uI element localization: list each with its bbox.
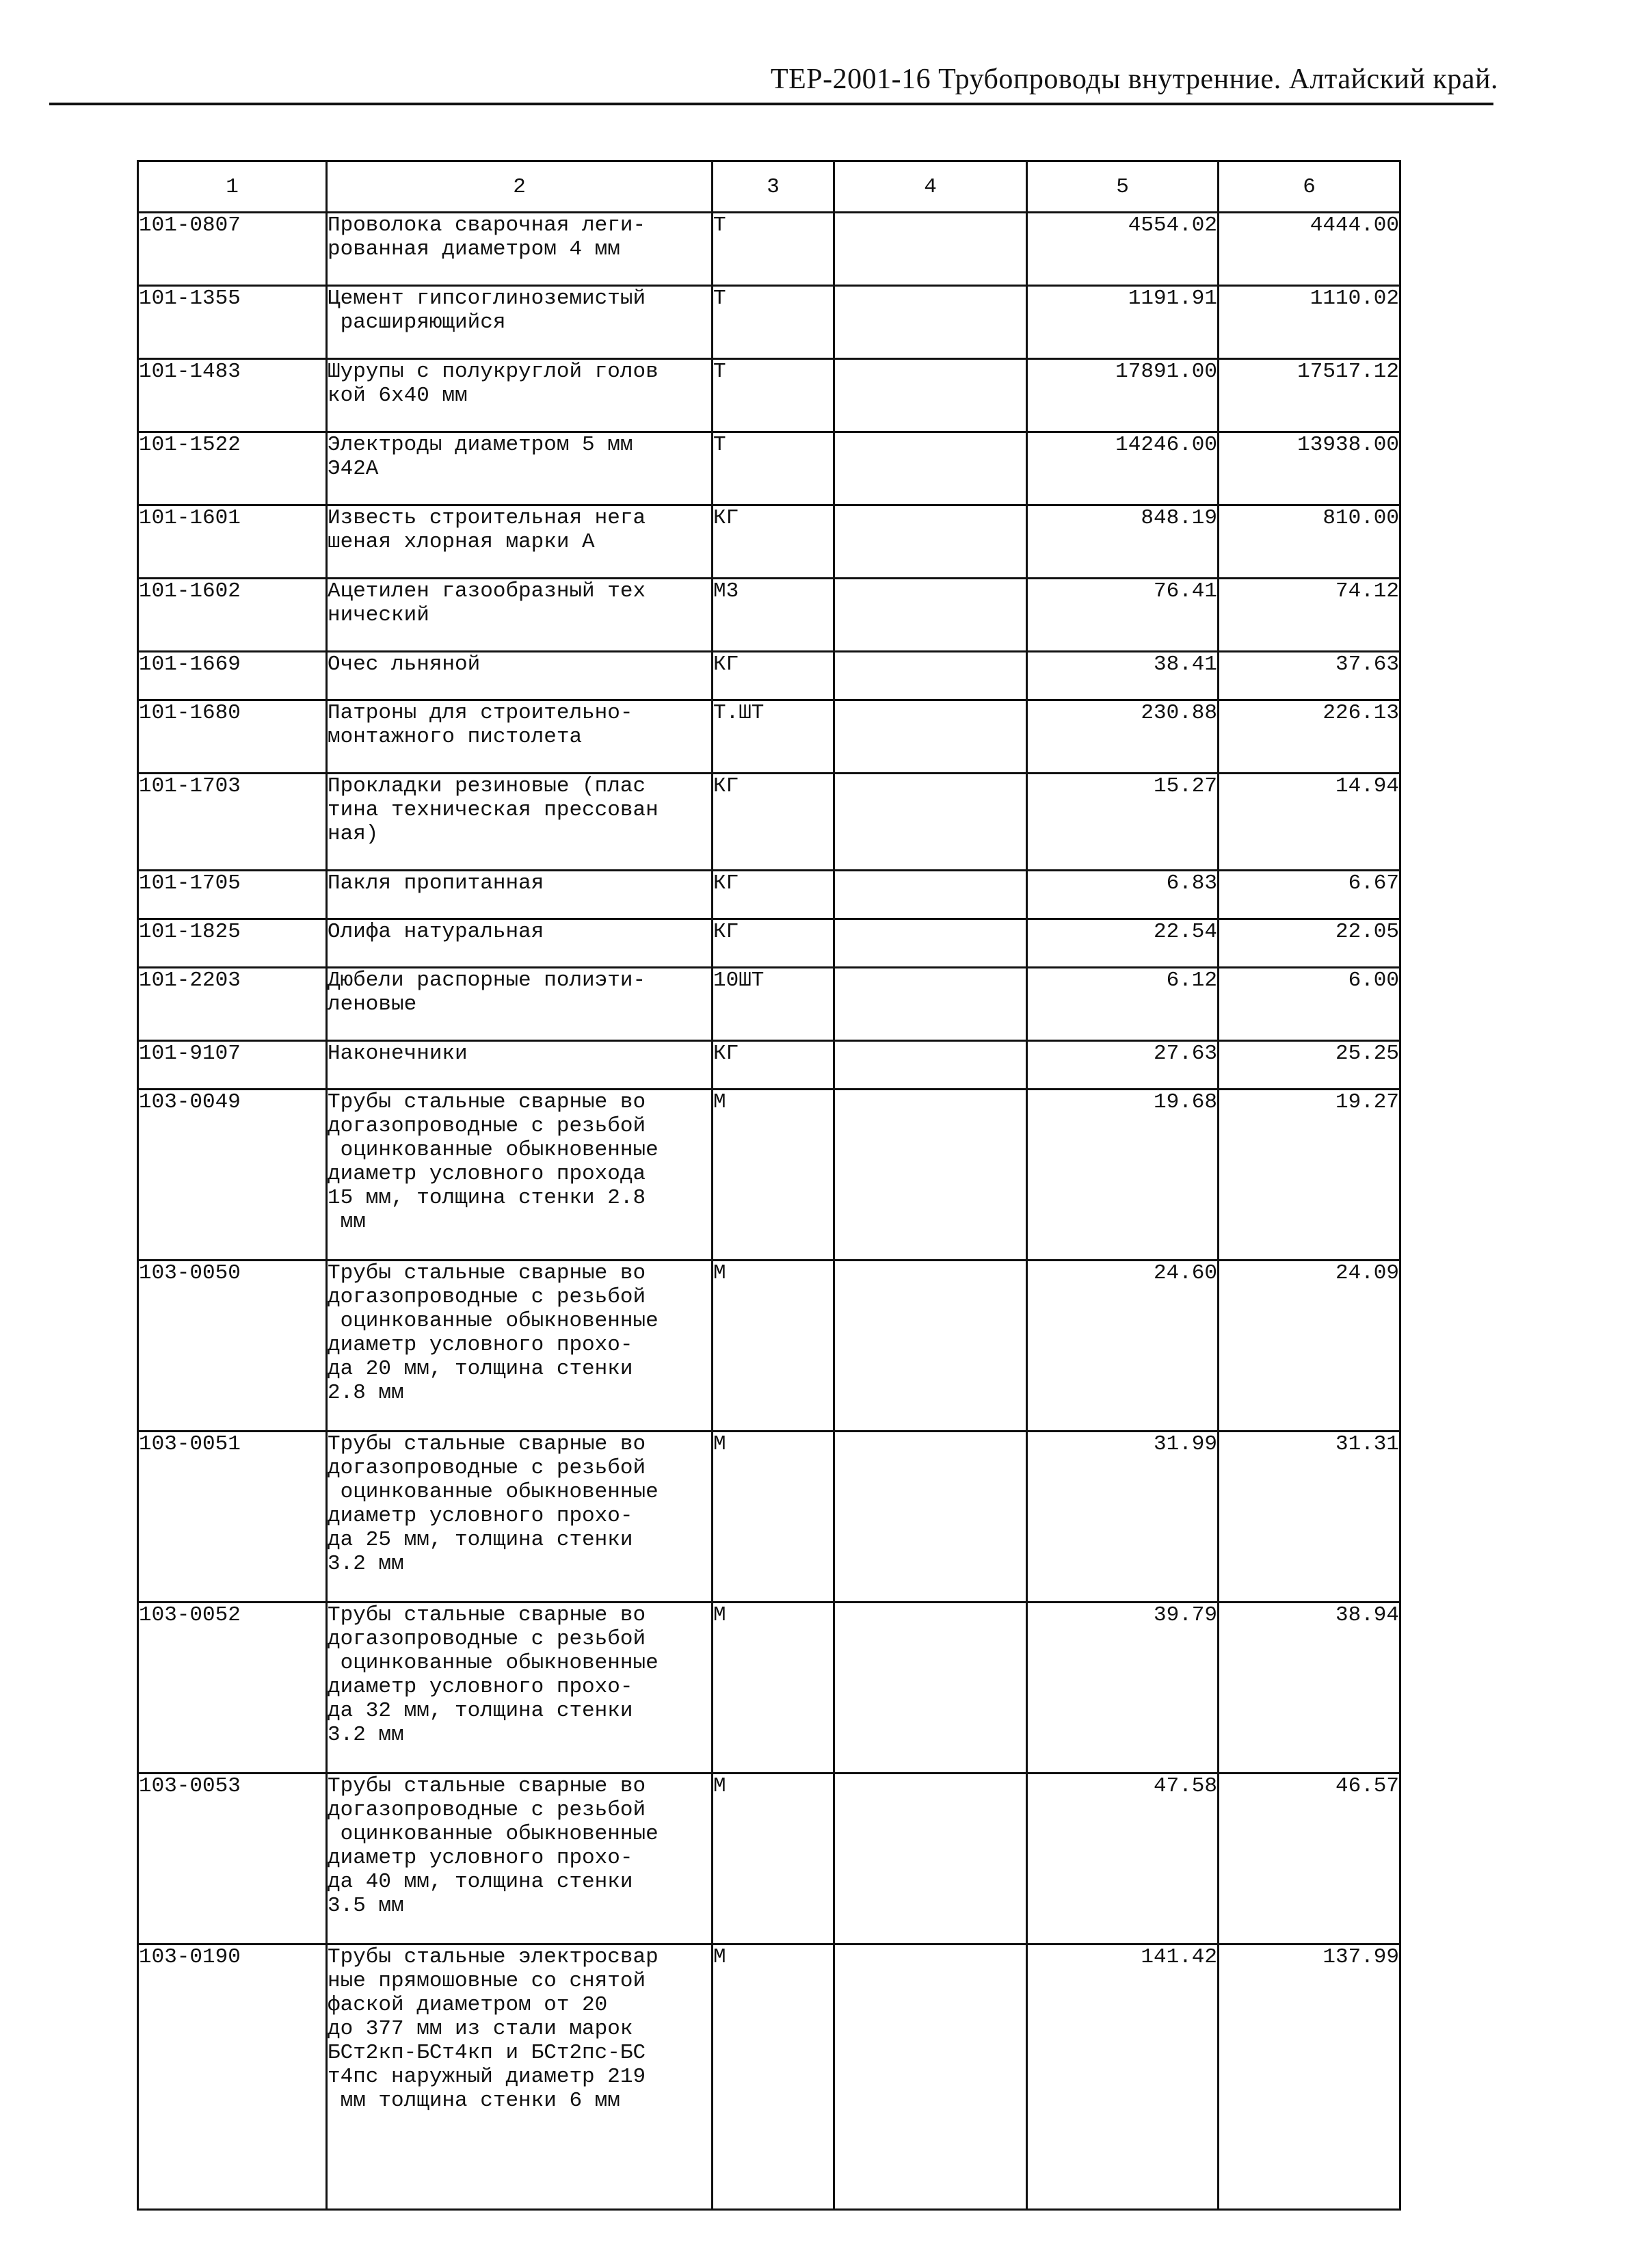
material-name-cell	[327, 359, 713, 432]
price-column-5-cell: 230.88	[1027, 700, 1219, 774]
unit-cell: М	[713, 1944, 834, 2210]
unit-cell: М	[713, 1432, 834, 1603]
material-name-cell	[327, 213, 713, 286]
table-row	[138, 1944, 1400, 2210]
table-row	[138, 1041, 1400, 1090]
price-column-6-cell: 810.00	[1219, 505, 1400, 579]
unit-cell: КГ	[713, 774, 834, 871]
column-4-cell	[834, 1944, 1027, 2210]
price-column-5-cell: 848.19	[1027, 505, 1219, 579]
price-column-6-cell: 13938.00	[1219, 432, 1400, 505]
column-4-cell	[834, 359, 1027, 432]
unit-cell: Т	[713, 432, 834, 505]
table-row	[138, 286, 1400, 359]
price-column-5-cell: 17891.00	[1027, 359, 1219, 432]
column-4-cell	[834, 579, 1027, 652]
material-code-cell: 101-1602	[138, 579, 327, 652]
material-name-text: Шурупы с полукруглой голов кой 6х40 мм	[328, 360, 659, 408]
column-4-cell	[834, 286, 1027, 359]
material-name-text: Электроды диаметром 5 мм Э42А	[328, 433, 633, 481]
material-code-cell: 101-1703	[138, 774, 327, 871]
price-column-6-cell: 1110.02	[1219, 286, 1400, 359]
price-column-6-cell: 14.94	[1219, 774, 1400, 871]
column-4-cell	[834, 1603, 1027, 1773]
material-code-cell: 103-0053	[138, 1773, 327, 1944]
material-name-text: Прокладки резиновые (плас тина техническая прессован ная)	[328, 774, 659, 846]
table-row	[138, 1261, 1400, 1432]
material-name-text: Олифа натуральная	[328, 920, 544, 944]
table-body	[138, 213, 1400, 2210]
column-4-cell	[834, 213, 1027, 286]
material-name-text: Трубы стальные сварные во догазопроводные с резьбой оцинкованные обыкновенные диаметр условного прохо- да 25 мм, толщина стенки 3.2 мм	[328, 1432, 659, 1576]
material-name-text: Трубы стальные сварные во догазопроводные с резьбой оцинкованные обыкновенные диаметр условного прохода 15 мм, толщина стенки 2.8 мм	[328, 1090, 659, 1234]
material-code-cell: 101-1705	[138, 871, 327, 919]
material-code-cell: 103-0190	[138, 1944, 327, 2210]
material-code-cell: 101-2203	[138, 968, 327, 1041]
material-code-cell: 101-1522	[138, 432, 327, 505]
material-name-text: Трубы стальные сварные во догазопроводные с резьбой оцинкованные обыкновенные диаметр условного прохо- да 20 мм, толщина стенки 2.8 мм	[328, 1261, 659, 1405]
column-4-cell	[834, 1090, 1027, 1261]
unit-cell: КГ	[713, 505, 834, 579]
table-row	[138, 1432, 1400, 1603]
material-code-cell: 103-0052	[138, 1603, 327, 1773]
price-column-5-cell: 76.41	[1027, 579, 1219, 652]
column-number-row	[138, 161, 1400, 213]
table-row	[138, 919, 1400, 968]
table-row	[138, 432, 1400, 505]
price-column-6-cell: 4444.00	[1219, 213, 1400, 286]
materials-price-table	[137, 160, 1401, 2211]
material-code-cell: 101-1680	[138, 700, 327, 774]
material-name-cell	[327, 432, 713, 505]
table-row	[138, 359, 1400, 432]
material-name-cell	[327, 505, 713, 579]
table-row	[138, 1773, 1400, 1944]
price-column-5-cell: 15.27	[1027, 774, 1219, 871]
material-name-text: Цемент гипсоглиноземистый расширяющийся	[328, 287, 646, 334]
price-column-6-cell: 25.25	[1219, 1041, 1400, 1090]
material-name-cell	[327, 1090, 713, 1261]
material-code-cell: 103-0050	[138, 1261, 327, 1432]
unit-cell: М	[713, 1773, 834, 1944]
material-name-cell	[327, 579, 713, 652]
material-name-text: Дюбели распорные полиэти- леновые	[328, 968, 646, 1016]
material-name-cell	[327, 1261, 713, 1432]
price-column-6-cell: 6.67	[1219, 871, 1400, 919]
column-4-cell	[834, 871, 1027, 919]
table-row	[138, 968, 1400, 1041]
material-name-text: Пакля пропитанная	[328, 871, 544, 895]
unit-cell: КГ	[713, 871, 834, 919]
price-column-6-cell: 31.31	[1219, 1432, 1400, 1603]
unit-cell: Т	[713, 286, 834, 359]
column-4-cell	[834, 652, 1027, 700]
column-header-4: 4	[834, 161, 1027, 213]
column-header-5: 5	[1027, 161, 1219, 213]
column-4-cell	[834, 505, 1027, 579]
material-code-cell: 101-1355	[138, 286, 327, 359]
material-name-cell	[327, 1773, 713, 1944]
table-row	[138, 213, 1400, 286]
unit-cell: Т	[713, 359, 834, 432]
price-column-5-cell: 47.58	[1027, 1773, 1219, 1944]
material-name-cell	[327, 1603, 713, 1773]
price-column-5-cell: 14246.00	[1027, 432, 1219, 505]
material-code-cell: 103-0051	[138, 1432, 327, 1603]
price-column-6-cell: 137.99	[1219, 1944, 1400, 2210]
material-code-cell: 101-0807	[138, 213, 327, 286]
unit-cell: М	[713, 1090, 834, 1261]
column-4-cell	[834, 1261, 1027, 1432]
unit-cell: Т	[713, 213, 834, 286]
material-name-cell	[327, 871, 713, 919]
price-column-6-cell: 37.63	[1219, 652, 1400, 700]
price-column-5-cell: 38.41	[1027, 652, 1219, 700]
material-name-cell	[327, 286, 713, 359]
price-column-5-cell: 27.63	[1027, 1041, 1219, 1090]
material-name-cell	[327, 700, 713, 774]
material-name-text: Проволока сварочная леги- рованная диаметром 4 мм	[328, 213, 646, 261]
price-column-6-cell: 74.12	[1219, 579, 1400, 652]
table-header	[138, 161, 1400, 213]
header-rule	[49, 103, 1493, 105]
table-row	[138, 871, 1400, 919]
price-column-5-cell: 4554.02	[1027, 213, 1219, 286]
unit-cell: М	[713, 1603, 834, 1773]
column-4-cell	[834, 919, 1027, 968]
table-row	[138, 700, 1400, 774]
column-header-3: 3	[713, 161, 834, 213]
material-code-cell: 101-1601	[138, 505, 327, 579]
column-header-6: 6	[1219, 161, 1400, 213]
unit-cell: КГ	[713, 919, 834, 968]
material-name-cell	[327, 919, 713, 968]
price-column-5-cell: 39.79	[1027, 1603, 1219, 1773]
table-row	[138, 579, 1400, 652]
price-column-5-cell: 22.54	[1027, 919, 1219, 968]
price-column-5-cell: 141.42	[1027, 1944, 1219, 2210]
material-name-text: Известь строительная нега шеная хлорная марки А	[328, 506, 646, 554]
material-name-text: Очес льняной	[328, 652, 481, 676]
column-header-1: 1	[138, 161, 327, 213]
price-column-6-cell: 226.13	[1219, 700, 1400, 774]
unit-cell: 10ШТ	[713, 968, 834, 1041]
column-4-cell	[834, 1041, 1027, 1090]
material-name-cell	[327, 968, 713, 1041]
column-4-cell	[834, 432, 1027, 505]
price-column-5-cell: 19.68	[1027, 1090, 1219, 1261]
table-row	[138, 505, 1400, 579]
price-column-6-cell: 17517.12	[1219, 359, 1400, 432]
material-name-cell	[327, 652, 713, 700]
table-row	[138, 1090, 1400, 1261]
price-column-5-cell: 6.83	[1027, 871, 1219, 919]
column-4-cell	[834, 968, 1027, 1041]
unit-cell: М	[713, 1261, 834, 1432]
material-code-cell: 101-1483	[138, 359, 327, 432]
column-4-cell	[834, 700, 1027, 774]
material-name-text: Патроны для строительно- монтажного пистолета	[328, 701, 633, 749]
material-name-cell	[327, 1432, 713, 1603]
material-name-text: Ацетилен газообразный тех нический	[328, 579, 646, 627]
material-name-text: Трубы стальные электросвар ные прямошовные со снятой фаской диаметром от 20 до 377 мм из стали марок БСт2кп-БСт4кп и БСт2пс-БС т4пс наружный диаметр 219 мм толщина стенки 6 мм	[328, 1945, 659, 2113]
page-header-title: ТЕР-2001-16 Трубопроводы внутренние. Алтайский край.	[770, 64, 1498, 95]
material-name-cell	[327, 1041, 713, 1090]
material-name-text: Трубы стальные сварные во догазопроводные с резьбой оцинкованные обыкновенные диаметр условного прохо- да 40 мм, толщина стенки 3.5 мм	[328, 1774, 659, 1918]
column-4-cell	[834, 1432, 1027, 1603]
material-code-cell: 101-9107	[138, 1041, 327, 1090]
price-column-6-cell: 24.09	[1219, 1261, 1400, 1432]
unit-cell: М3	[713, 579, 834, 652]
material-name-cell	[327, 1944, 713, 2210]
table-row	[138, 652, 1400, 700]
price-column-5-cell: 1191.91	[1027, 286, 1219, 359]
material-code-cell: 103-0049	[138, 1090, 327, 1261]
price-column-5-cell: 24.60	[1027, 1261, 1219, 1432]
unit-cell: КГ	[713, 1041, 834, 1090]
column-header-2: 2	[327, 161, 713, 213]
column-4-cell	[834, 1773, 1027, 1944]
material-code-cell: 101-1669	[138, 652, 327, 700]
unit-cell: Т.ШТ	[713, 700, 834, 774]
price-column-6-cell: 19.27	[1219, 1090, 1400, 1261]
material-name-text: Трубы стальные сварные во догазопроводные с резьбой оцинкованные обыкновенные диаметр условного прохо- да 32 мм, толщина стенки 3.2 мм	[328, 1603, 659, 1747]
table-row	[138, 1603, 1400, 1773]
price-column-5-cell: 31.99	[1027, 1432, 1219, 1603]
unit-cell: КГ	[713, 652, 834, 700]
column-4-cell	[834, 774, 1027, 871]
price-column-5-cell: 6.12	[1027, 968, 1219, 1041]
material-name-cell	[327, 774, 713, 871]
price-column-6-cell: 22.05	[1219, 919, 1400, 968]
material-name-text: Наконечники	[328, 1042, 468, 1066]
table-row	[138, 774, 1400, 871]
price-column-6-cell: 6.00	[1219, 968, 1400, 1041]
material-code-cell: 101-1825	[138, 919, 327, 968]
price-column-6-cell: 46.57	[1219, 1773, 1400, 1944]
price-column-6-cell: 38.94	[1219, 1603, 1400, 1773]
